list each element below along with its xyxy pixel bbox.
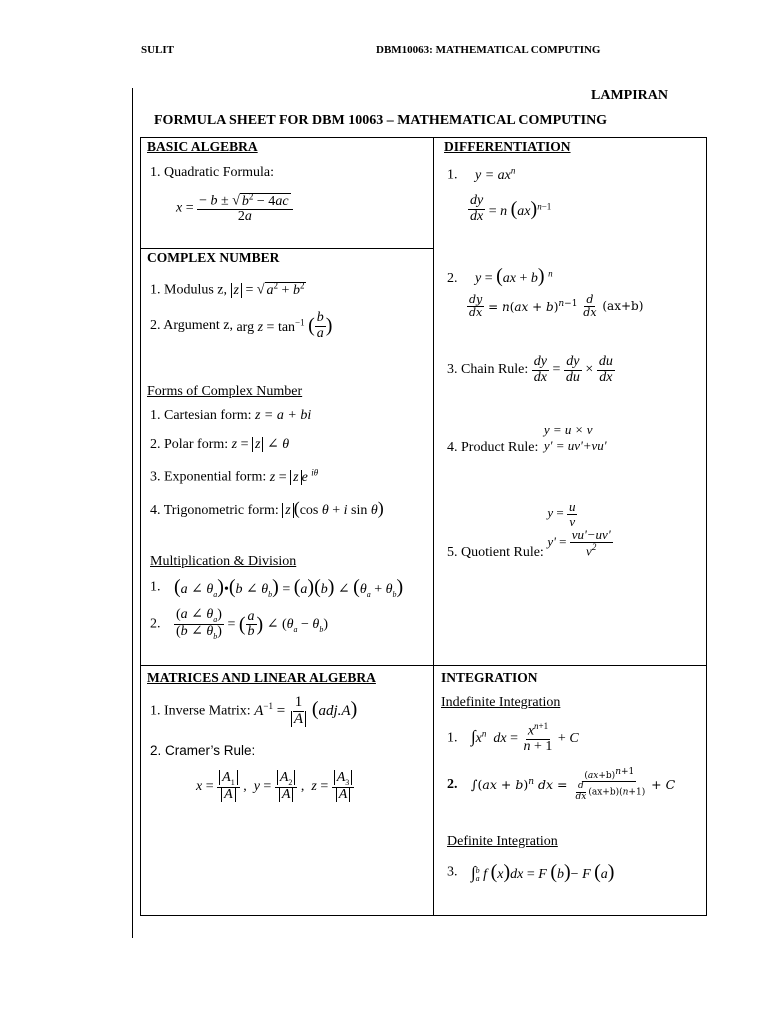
integral-3-row: 3. ∫ b a f (x)dx = F (b)− F (a) [447,861,615,883]
integral-3-number: 3. [447,864,458,880]
quotient-rule-row: 5. Quotient Rule: y = $\frac{u}{v}$ y' = $\frac{vu'-uv'}{v^2}$ [447,499,611,560]
diff-1-derivative: $\frac{dy}{dx}$ = n (ax)$^{n-1}$ [470,193,552,224]
header-left: SULIT [141,44,175,56]
cartesian-label: 1. Cartesian form: [150,408,252,423]
multiply-number: 1. [150,579,161,595]
quotient-rule-label: 5. Quotient Rule: [447,544,544,560]
cartesian-row: 1. Cartesian form: z = a + bi [150,408,312,423]
lampiran-label: LAMPIRAN [591,88,668,103]
integration-title: INTEGRATION [441,670,538,685]
definite-title: Definite Integration [447,834,558,849]
page-title: FORMULA SHEET FOR DBM 10063 – MATHEMATICAL COMPUTING [154,113,608,128]
chain-rule-label: 3. Chain Rule: [447,362,529,378]
quadratic-label: 1. Quadratic Formula: [150,165,275,180]
differentiation-title: DIFFERENTIATION [444,139,571,154]
integral-2-number: 2. [447,777,458,793]
indefinite-title: Indefinite Integration [441,695,561,710]
diff-1-row: 1. $y = ax^n$ [447,165,516,183]
modulus-row: 1. Modulus z, z = √ $a^2 + b^2$ [150,280,305,298]
margin-rule [132,88,133,938]
inverse-matrix-label: 1. Inverse Matrix: [150,703,251,719]
divide-number: 2. [150,616,161,632]
multiply-row: 1. (a ∠ $\theta_a)•(b$ ∠ $\theta_b) = (a)(b)$ ∠ $(\theta_a + \theta_b)$ [150,576,404,599]
product-rule-label: 4. Product Rule: [447,440,539,455]
forms-title: Forms of Complex Number [147,384,303,399]
complex-number-title: COMPLEX NUMBER [147,250,280,265]
polar-label: 2. Polar form: [150,437,229,452]
chain-rule-row: 3. Chain Rule: $\frac{dy}{dx}$ = $\frac{dy}{du}$ × $\frac{du}{dx}$ [447,354,613,385]
inverse-matrix-row: 1. Inverse Matrix: $A^{-1}$ = $\frac{1}{A}$ (adj.A) [150,694,358,727]
cramer-label: 2. Cramer’s Rule: [150,743,256,758]
basic-algebra-title: BASIC ALGEBRA [147,139,258,154]
trig-label: 4. Trigonometric form: [150,503,279,518]
trig-row: 4. Trigonometric form: z (cos θ + i sin θ) [150,498,384,518]
argument-label: 2. Argument z, [150,318,233,334]
matrices-title: MATRICES AND LINEAR ALGEBRA [147,670,376,685]
polar-row: 2. Polar form: z = z ∠ θ [150,437,290,452]
header-right: DBM10063: MATHEMATICAL COMPUTING [376,44,601,56]
exponential-label: 3. Exponential form: [150,469,267,485]
product-rule-row: 4. Product Rule: y = u × v y' = uv'+vu' [447,422,607,455]
integral-1-row: 1. $\int x^n$ dx = $\frac{x^{n+1}}{n + 1}$ + C [447,721,579,755]
integral-1-number: 1. [447,730,458,746]
argument-row: 2. Argument z, arg $z = \tan^{-1}$ ( $\frac{b}{a}$ ) [150,310,333,341]
diff-2-derivative: $\frac{dy}{dx}$ = n(ax + b)$^{n-1}$ $\frac{d}{dx}$ (ax+b) [469,293,644,319]
diff-2-number: 2. [447,271,458,286]
diff-1-number: 1. [447,167,458,183]
quadratic-formula: x = $\frac{- b \pm √ b^2 - 4ac}{2a}$ [176,192,293,225]
modulus-label: 1. Modulus z, [150,282,227,298]
muldiv-title: Multiplication & Division [150,554,297,569]
exponential-row: 3. Exponential form: z = z e $^{i\theta}$ [150,467,319,485]
diff-2-row: 2. y = (ax + b) $^n$ [447,265,553,287]
cramer-formula: x = $\frac{A_1}{A}$ , y = $\frac{A_2}{A}$ , z = $\frac{A_3}{A}$ [196,771,354,803]
divide-row: 2. $\frac{(a \angle \theta_a)}{(b \angle \theta_b)}$ = ( $\frac{a}{b}$ ) ∠ $(\theta_a - \theta_b)$ [150,607,328,641]
integral-2-row: 2. ∫(ax + b)$^n$ dx = (ax+b)n+1 $\frac{d}{dx}$ (ax+b)(n+1) + C [447,767,676,802]
